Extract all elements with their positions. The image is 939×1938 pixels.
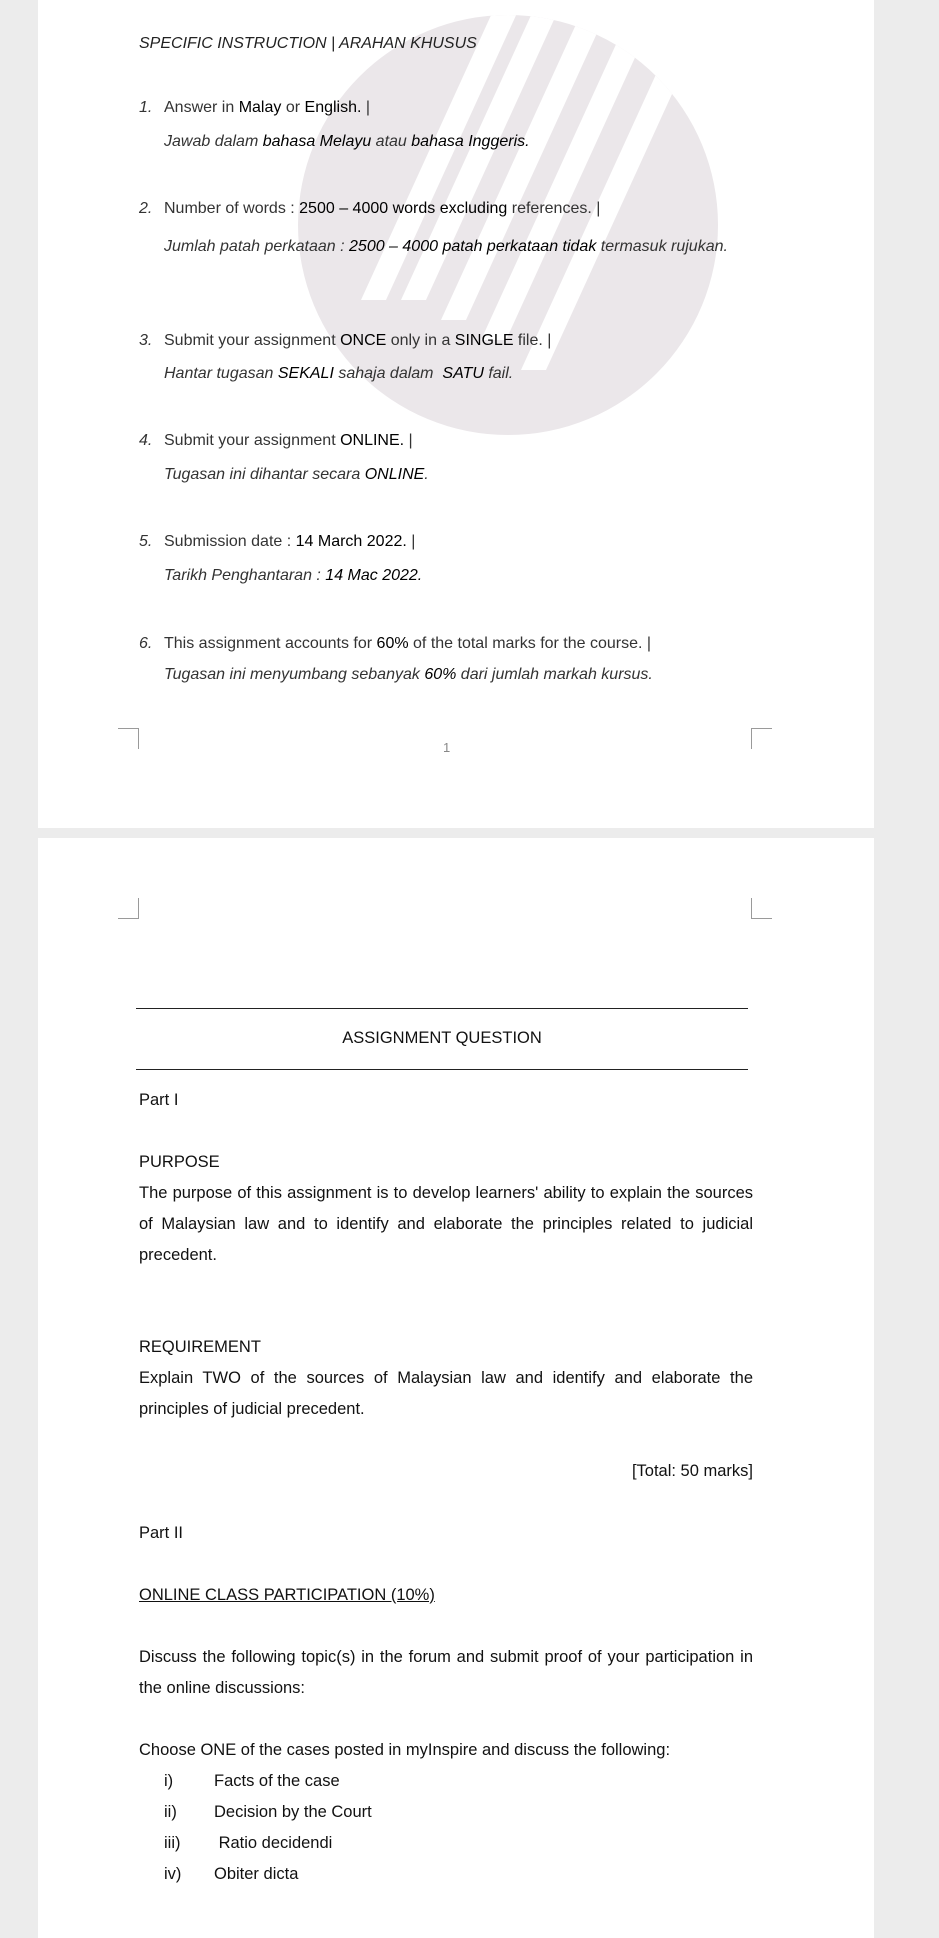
title-rule-top [136, 1008, 748, 1009]
purpose-heading: PURPOSE [139, 1153, 220, 1171]
choose-text: Choose ONE of the cases posted in myInspire and discuss the following: [139, 1741, 671, 1759]
document-page-1: SPECIFIC INSTRUCTION | ARAHAN KHUSUS 1. Answer in Malay or English. | Jawab dalam bahasa Melayu atau bahasa Inggeris. 2. Number of words : 2500 – 4000 words excluding references. | Jumlah patah perkataan : 2500 – 4000 patah perkataan tidak termasuk rujukan. 3. Submit your assignment ONCE only in a SINGLE file. | Hantar tugasan SEKALI sahaja dalam SATU fail. 4. Submit your assignment ONLINE. | Tugasan ini dihantar secara ONLINE. 5. Submission date : 14 March 2022. | Tarikh Penghantaran : 14 Mac 2022. 6. This assignment accounts for 60% of the total marks for the course. | Tugasan ini menyumbang sebanyak 60% dari jumlah markah kursus. 1 [38, 0, 874, 828]
page-corner-mark [118, 898, 139, 919]
page-corner-mark [751, 728, 772, 749]
requirement-text: Explain TWO of the sources of Malaysian law and identify and elaborate the principles of judicial precedent. [139, 1369, 753, 1418]
list-item: iii) Ratio decidendi [164, 1834, 333, 1852]
part-1-label: Part I [139, 1091, 179, 1109]
instruction-heading: SPECIFIC INSTRUCTION | ARAHAN KHUSUS [139, 35, 477, 52]
requirement-heading: REQUIREMENT [139, 1338, 261, 1356]
list-item: iv) Obiter dicta [164, 1865, 299, 1883]
title-rule-bottom [136, 1069, 748, 1070]
total-marks: [Total: 50 marks] [631, 1462, 753, 1480]
page-number: 1 [443, 740, 451, 755]
part-2-label: Part II [139, 1524, 184, 1542]
list-item: ii) Decision by the Court [164, 1803, 372, 1821]
document-page-2 [38, 838, 874, 1938]
online-participation-heading: ONLINE CLASS PARTICIPATION (10%) [139, 1586, 435, 1604]
assignment-question-title: ASSIGNMENT QUESTION [342, 1029, 542, 1047]
list-item: i) Facts of the case [164, 1772, 340, 1790]
purpose-text: The purpose of this assignment is to develop learners' ability to explain the sources of Malaysian law and to identify and elaborate the principles related to judicial precedent. [139, 1184, 753, 1264]
discuss-text: Discuss the following topic(s) in the forum and submit proof of your participation in the online discussions: [139, 1648, 753, 1697]
page-corner-mark [751, 898, 772, 919]
page-corner-mark [118, 728, 139, 749]
